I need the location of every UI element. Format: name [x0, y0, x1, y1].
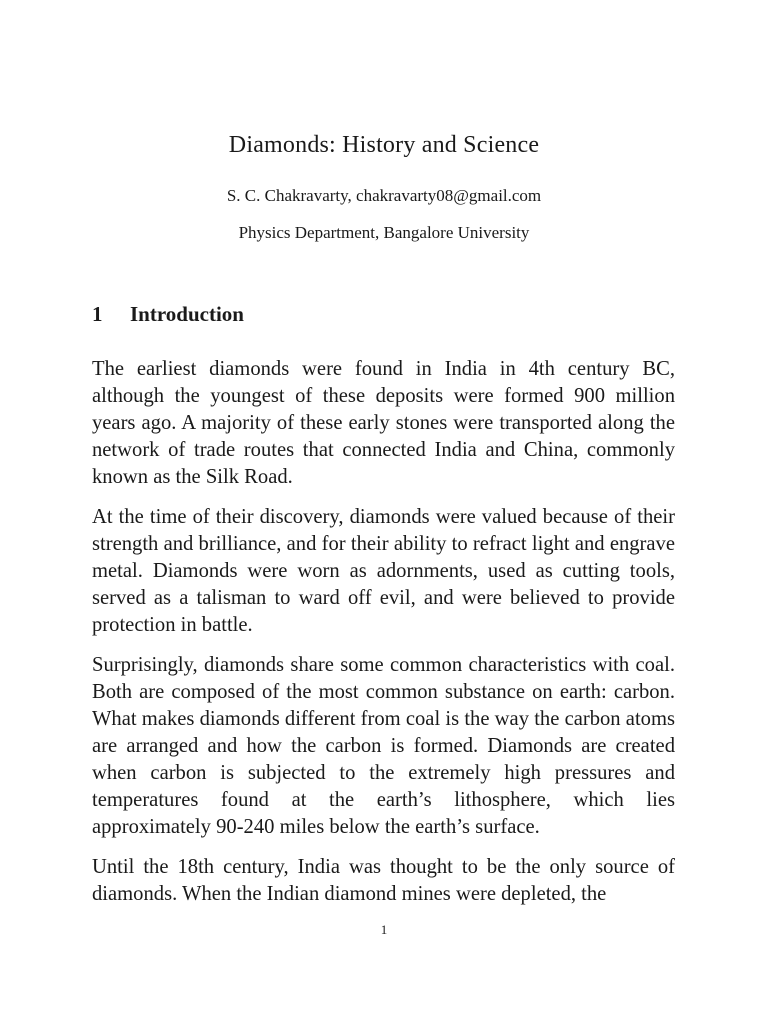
section-number: 1 [92, 302, 103, 326]
paragraph: The earliest diamonds were found in India in 4th century BC, although the youngest of these deposits were formed 900 million years ago. A majority of these early stones were transported along the network of trade routes that connected India and China, commonly known as the Silk Road. [92, 358, 675, 488]
paper-title: Diamonds: History and Science [228, 132, 540, 158]
author-line: S. C. Chakravarty, chakravarty08@gmail.com [226, 186, 542, 205]
section-heading [92, 302, 244, 327]
affiliation-line: Physics Department, Bangalore University [238, 223, 530, 242]
body-text [92, 356, 675, 921]
page-number: 1 [380, 922, 388, 937]
paragraph: At the time of their discovery, diamonds were valued because of their strength and brilliance, and for their ability to refract light and engrave metal. Diamonds were worn as adornments, used as cutting tools, served as a talisman to ward off evil, and were believed to provide protection in battle. [92, 506, 675, 636]
paragraph: Until the 18th century, India was thought to be the only source of diamonds. When the Indian diamond mines were depleted, the [92, 856, 675, 905]
section-title: Introduction [130, 302, 244, 326]
paragraph: Surprisingly, diamonds share some common characteristics with coal. Both are composed of the most common substance on earth: carbon. What makes diamonds different from coal is the way the carbon atoms are arranged and how the carbon is formed. Diamonds are created when carbon is subjected to the extremely high pressures and temperatures found at the earth’s lithosphere, which lies approximately 90-240 miles below the earth’s surface. [92, 654, 675, 838]
